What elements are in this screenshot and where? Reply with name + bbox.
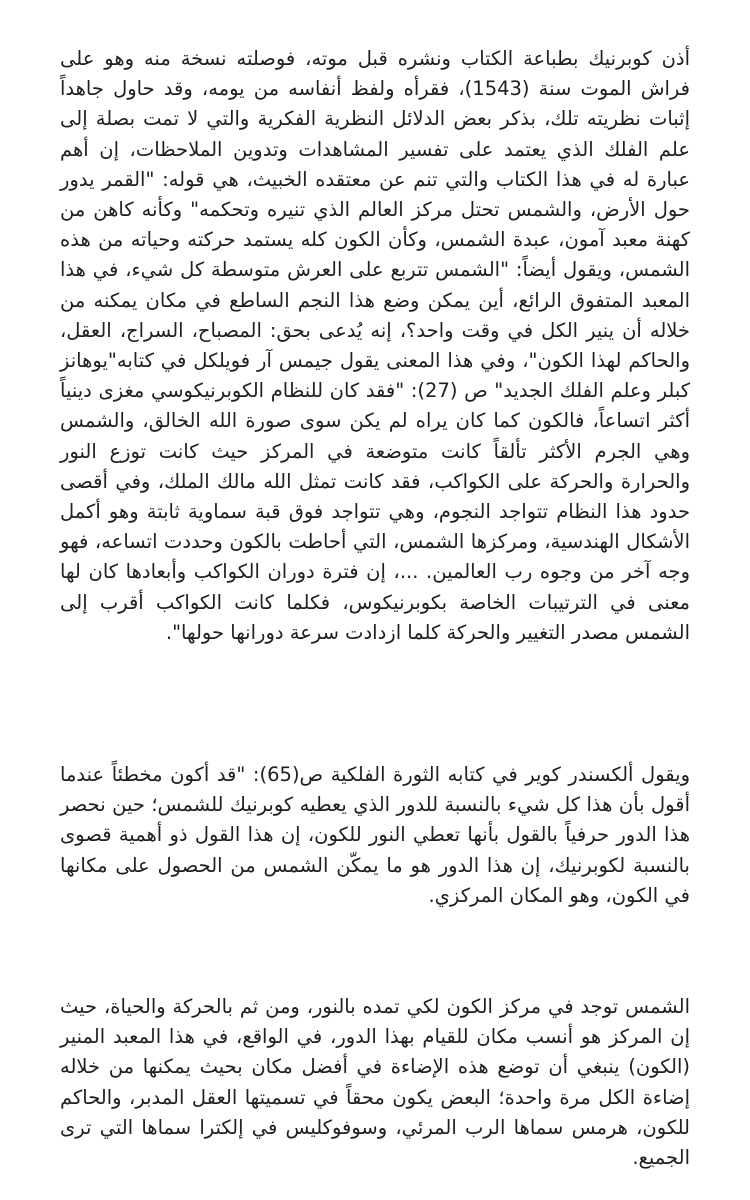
paragraph-sun-center: الشمس توجد في مركز الكون لكي تمده بالنور، ومن ثم بالحركة والحياة، حيث إن المركز هو أنسب مكان للقيام بهذا الدور، في الواقع، في هذا المعبد المنير (الكون) ينبغي أن توضع هذه الإضاءة في أفضل مكان بحيث يمكنها من خلاله إضاءة الكل مرة واحدة؛ البعض يكون محقاً في تسميتها العقل المدبر، والحاكم للكون، هرمس سماها الرب المرئي، وسوفوكليس في إلكترا سماها التي ترى الجميع. xyxy=(60,995,690,1170)
paragraph-copernicus-book: أذن كوبرنيك بطباعة الكتاب ونشره قبل موته، فوصلته نسخة منه وهو على فراش الموت سنة (1543)، فقرأه ولفظ أنفاسه من يومه، وقد حاول جاهداً إثبات نظريته تلك، بذكر بعض الدلائل النظرية الفكرية والتي لا تمت بصلة إلى علم الفلك الذي يعتمد على تفسير المشاهدات وتدوين الملاحظات، إن أهم عبارة له في هذا الكتاب والتي تنم عن معتقده الخبيث، هي قوله: "القمر يدور حول الأرض، والشمس تحتل مركز العالم الذي تنيره وتحكمه" وكأنه كاهن من كهنة معبد آمون، عبدة الشمس، وكأن الكون كله يستمد حركته وحياته من هذه الشمس، ويقول أيضاً: "الشمس تتربع على العرش متوسطة كل شيء، في هذا المعبد المتفوق الرائع، أين يمكن وضع هذا النجم الساطع في مكان يمكنه من خلاله أن ينير الكل في وقت واحد؟، إنه يُدعى بحق: المصباح، السراج، العقل، والحاكم لهذا الكون"، وفي هذا المعنى يقول جيمس آر فويلكل في كتابه"يوهانز كبلر وعلم الفلك الجديد" ص (27): "فقد كان للنظام الكوبرنيكوسي مغزى دينياً أكثر اتساعاً، فالكون كما كان يراه لم يكن سوى صورة الله الخالق، والشمس وهي الجرم الأكثر تألقاً كانت متوضعة في المركز حيث كانت توزع النور والحرارة والحركة على الكواكب، فقد كانت تمثل الله مالك الملك، وفي أقصى حدود هذا النظام تتواجد النجوم، وهي تتواجد فوق قبة سماوية ثابتة وهو أكمل الأشكال الهندسية، ومركزها الشمس، التي أحاطت بالكون وحددت اتساعه، فهو وجه آخر من وجوه رب العالمين. ...، إن فترة دوران الكواكب وأبعادها كان لها معنى في الترتيبات الخاصة بكوبرنيكوس، فكلما كانت الكواكب أقرب إلى الشمس مصدر التغيير والحركة كلما ازدادت سرعة دورانها حولها". xyxy=(60,47,691,644)
paragraph-koyre-quote: ويقول ألكسندر كوير في كتابه الثورة الفلكية ص(65): "قد أكون مخطئاً عندما أقول بأن هذا كل شيء بالنسبة للدور الذي يعطيه كوبرنيك للشمس؛ حين نحصر هذا الدور حرفياً بالقول بأنها تعطي النور للكون، إن هذا القول ذو أهمية قصوى بالنسبة لكوبرنيك، إن هذا الدور هو ما يمكّن الشمس من الحصول على مكانها في الكون، وهو المكان المركزي. xyxy=(60,763,691,907)
